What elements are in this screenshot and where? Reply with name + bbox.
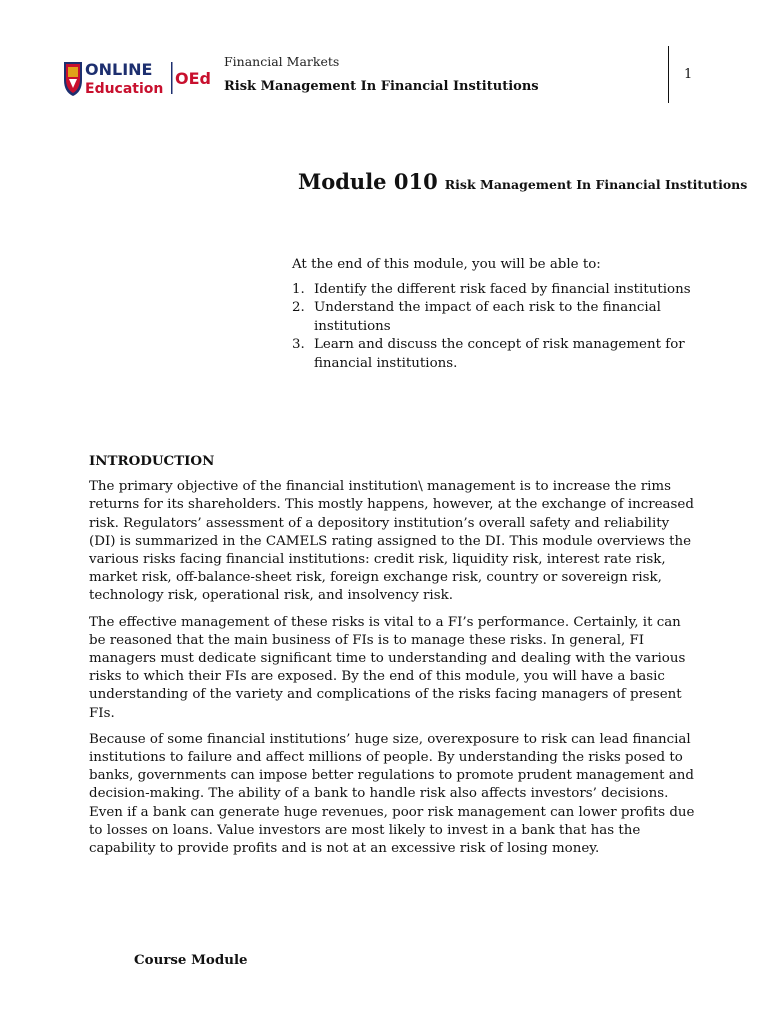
objectives-lead: At the end of this module, you will be able to:: [292, 257, 601, 272]
objective-number: 3.: [292, 337, 305, 352]
logo-oed-text: OEd: [175, 69, 211, 88]
online-education-logo: [62, 58, 212, 98]
objective-item: [292, 336, 692, 373]
page-number: 1: [684, 67, 693, 82]
objective-text: Understand the impact of each risk to the financial institutions: [314, 300, 661, 334]
introduction-section: [89, 452, 699, 866]
logo-education-text: Education: [85, 81, 164, 97]
objective-number: 1.: [292, 281, 305, 297]
learning-objectives: [292, 256, 692, 373]
introduction-paragraph: The primary objective of the financial institution\ management is to increase the rims returns for its shareholders. This mostly happens, however, at the exchange of increased risk. Regulators’ assessment of a depository institution’s overall safety and reliability (DI) is summarized in the CAMELS rating assigned to the DI. This module overviews the various risks facing financial institutions: credit risk, liquidity risk, interest rate risk, market risk, off-balance-sheet risk, foreign exchange risk, country or sovereign risk, technology risk, operational risk, and insolvency risk.: [89, 479, 694, 604]
objectives-list: [292, 281, 692, 374]
introduction-paragraph: Because of some financial institutions’ huge size, overexposure to risk can lead financial institutions to failure and affect millions of people. By understanding the risks posed to banks, governments can impose better regulations to promote prudent management and decision-making. The ability of a bank to handle risk also affects investors’ decisions. Even if a bank can generate huge revenues, poor risk management can lower profits due to losses on loans. Value investors are most likely to invest in a bank that has the capability to provide profits and is not at an excessive risk of losing money.: [89, 731, 695, 857]
module-subtitle: Risk Management In Financial Institutions: [444, 177, 748, 192]
course-name: Financial Markets: [224, 54, 340, 69]
module-title: [298, 169, 747, 194]
module-number: Module 010: [298, 169, 438, 194]
objective-item: [292, 281, 692, 300]
objective-item: [292, 299, 692, 336]
introduction-paragraph: The effective management of these risks is vital to a FI’s performance. Certainly, it can be reasoned that the main business of FIs is to manage these risks. In general, FI managers must dedicate significant time to understanding and dealing with the various risks to which their FIs are exposed. By the end of this module, you will have a basic understanding of the variety and complications of the risks facing managers of present FIs.: [89, 614, 686, 721]
header-subtitle: Risk Management In Financial Institutions: [224, 79, 539, 94]
shield-icon: [64, 62, 82, 96]
footer-course-module: Course Module: [134, 952, 248, 968]
logo-online-text: ONLINE: [85, 60, 153, 79]
objective-number: 2.: [292, 300, 305, 315]
header-divider: [668, 46, 669, 103]
objective-text: Learn and discuss the concept of risk management for financial institutions.: [314, 337, 685, 371]
introduction-heading: INTRODUCTION: [89, 453, 215, 469]
objective-text: Identify the different risk faced by financial institutions: [314, 281, 691, 297]
